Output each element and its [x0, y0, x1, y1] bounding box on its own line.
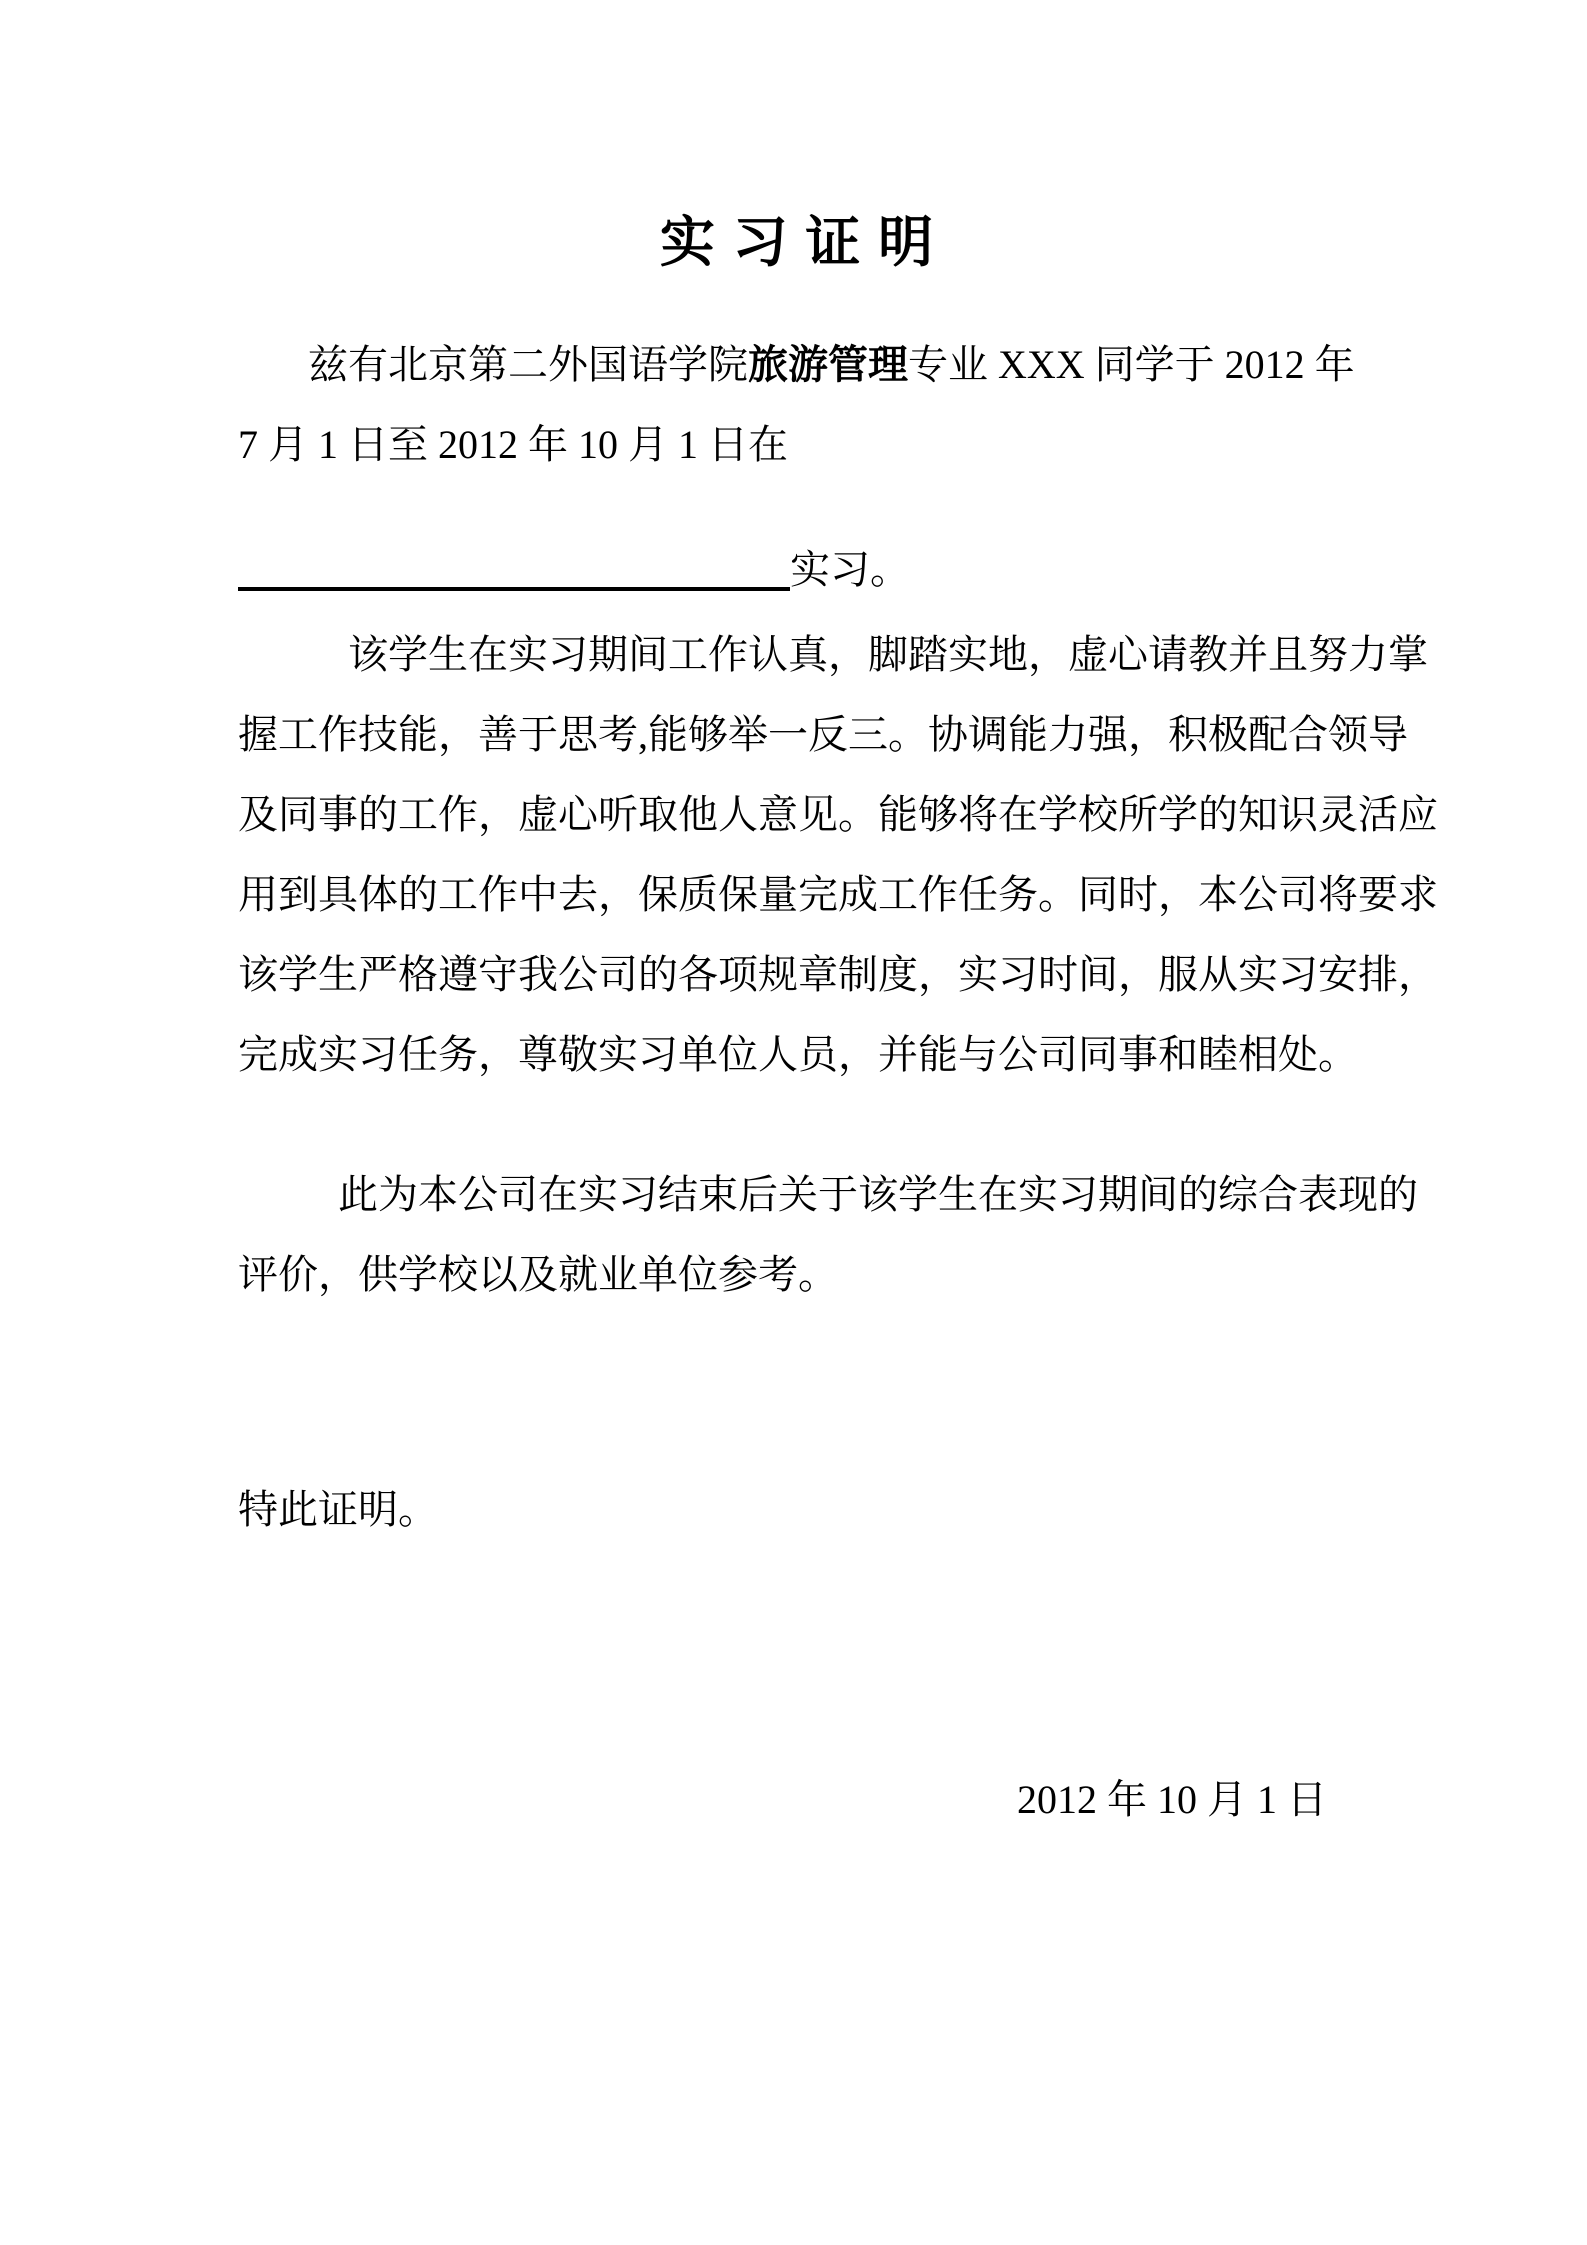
intro-line-1: [238, 325, 1357, 405]
evaluation-line-3: 及同事的工作，虚心听取他人意见。能够将在学校所学的知识灵活应: [238, 792, 1438, 837]
date-paragraph: [238, 1760, 1357, 1840]
evaluation-line-1: 该学生在实习期间工作认真，脚踏实地，虚心请教并且努力掌: [348, 632, 1428, 677]
intro-paragraph: [238, 325, 1357, 485]
page-title: 实 习 证 明: [659, 212, 936, 273]
intro-line-2: 7 月 1 日至 2012 年 10 月 1 日在: [238, 422, 788, 467]
company-name-blank-underline: [238, 551, 790, 591]
date-line: 2012 年 10 月 1 日: [1017, 1777, 1327, 1822]
fill-in-suffix: 实习。: [790, 547, 910, 592]
evaluation-line-2: 握工作技能，善于思考,能够举一反三。协调能力强，积极配合领导: [238, 712, 1408, 757]
fill-in-line: [238, 530, 1357, 610]
evaluation-paragraph: [238, 615, 1438, 1095]
purpose-line-1: 此为本公司在实习结束后关于该学生在实习期间的综合表现的: [338, 1172, 1418, 1217]
evaluation-line-4: 用到具体的工作中去，保质保量完成工作任务。同时，本公司将要求: [238, 872, 1438, 917]
purpose-line-2: 评价，供学校以及就业单位参考。: [238, 1252, 838, 1297]
closing-paragraph: [238, 1470, 1357, 1550]
evaluation-line-6: 完成实习任务，尊敬实习单位人员，并能与公司同事和睦相处。: [238, 1032, 1358, 1077]
intro-line-1-post: 专业 XXX 同学于 2012 年: [908, 342, 1355, 387]
evaluation-line-5: 该学生严格遵守我公司的各项规章制度，实习时间，服从实习安排，: [238, 952, 1438, 997]
intro-line-1-major-bold: 旅游管理: [748, 342, 908, 387]
fill-in-paragraph: [238, 530, 1357, 610]
closing-statement: 特此证明。: [238, 1487, 438, 1532]
purpose-paragraph: [238, 1155, 1418, 1315]
intro-line-1-pre: 兹有北京第二外国语学院: [308, 342, 748, 387]
